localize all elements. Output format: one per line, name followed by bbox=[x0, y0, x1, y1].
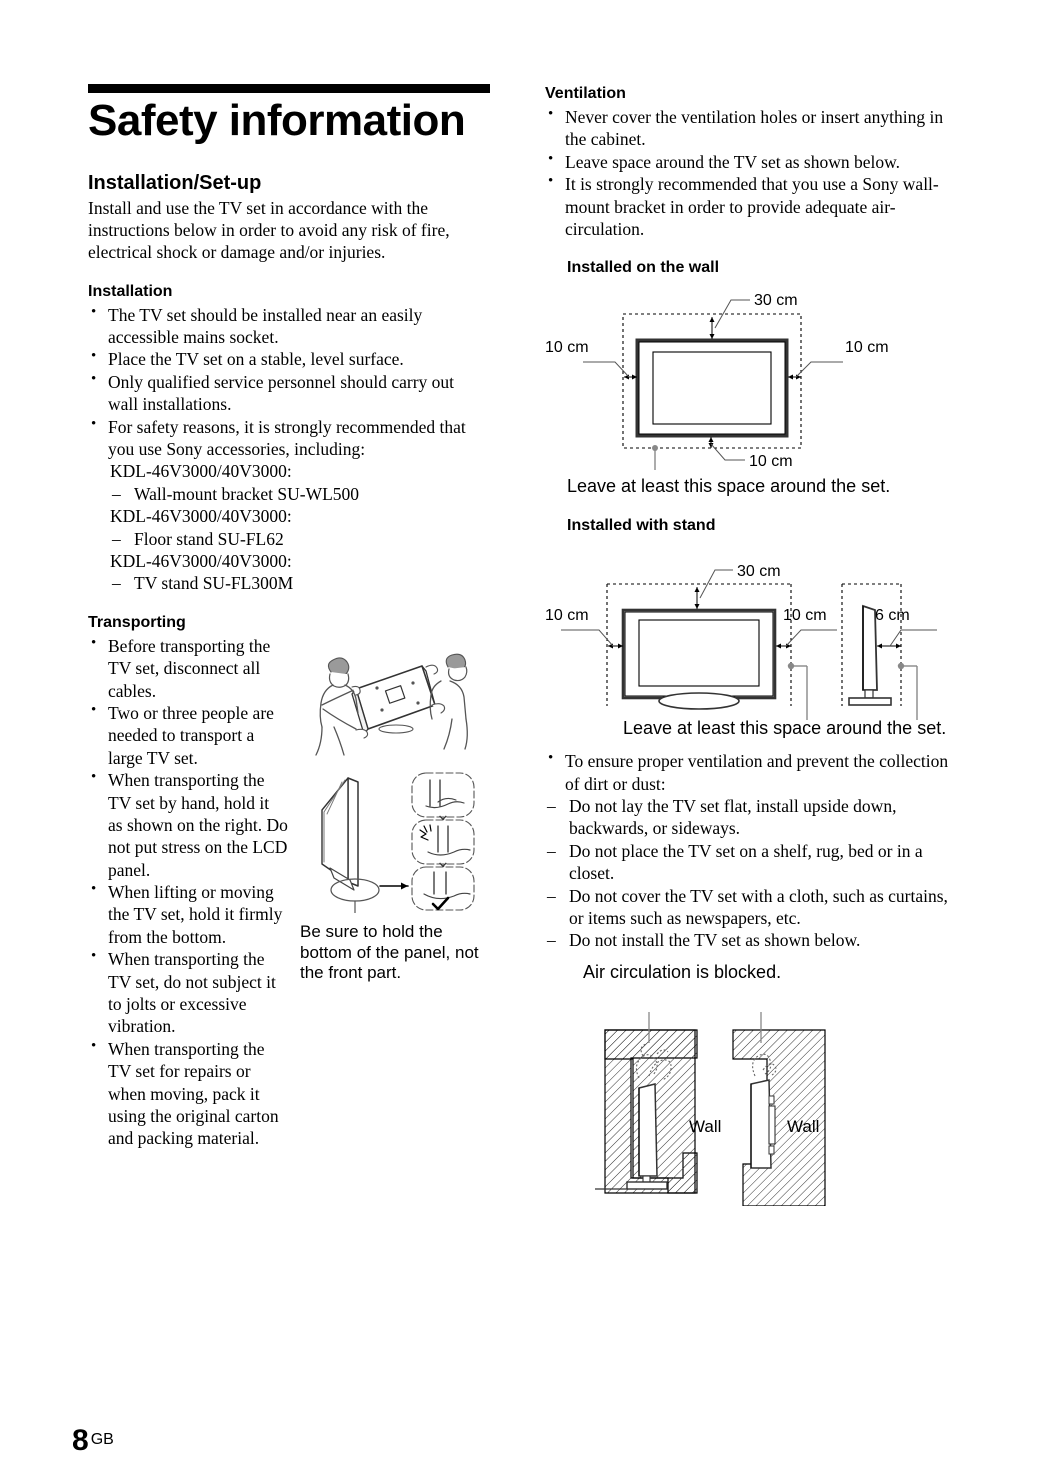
accessory-list bbox=[110, 460, 488, 594]
list-item: • Place the TV set on a stable, level surface. bbox=[88, 348, 488, 370]
wall-label-right: Wall bbox=[787, 1116, 820, 1136]
dimension-bottom: 10 cm bbox=[749, 453, 793, 471]
dimension-right: 10 cm bbox=[783, 607, 827, 625]
list-item: – Floor stand SU-FL62 bbox=[110, 528, 488, 550]
accessory-model: KDL-46V3000/40V3000: bbox=[110, 461, 292, 482]
transporting-bullet-list bbox=[88, 635, 288, 1150]
accessory-items bbox=[110, 483, 488, 505]
list-item: • The TV set should be installed near an easily accessible mains socket. bbox=[88, 304, 488, 349]
page-title: Safety information bbox=[88, 96, 466, 145]
transporting-figure bbox=[300, 647, 490, 984]
proper-ventilation-sublist bbox=[545, 795, 957, 952]
two-people-carrying-tv-illustration bbox=[300, 647, 490, 757]
list-item: • When lifting or moving the TV set, hold it firmly from the bottom. bbox=[88, 881, 288, 948]
stand-diagram-caption: Leave at least this space around the set. bbox=[623, 718, 947, 739]
heading-transporting: Transporting bbox=[88, 613, 186, 631]
accessory-items bbox=[110, 528, 488, 550]
ventilation-bullet-list bbox=[545, 106, 957, 240]
accessory-model: KDL-46V3000/40V3000: bbox=[110, 550, 292, 571]
right-column bbox=[545, 84, 957, 1206]
dimension-top: 30 cm bbox=[737, 563, 781, 581]
list-item: – Do not place the TV set on a shelf, rug, bed or in a closet. bbox=[545, 840, 957, 885]
list-item: – Wall-mount bracket SU-WL500 bbox=[110, 483, 488, 505]
dimension-left: 10 cm bbox=[545, 607, 589, 625]
proper-ventilation-list bbox=[545, 750, 957, 795]
heading-installed-with-stand: Installed with stand bbox=[567, 517, 716, 535]
transporting-block bbox=[88, 635, 488, 1150]
page-number: 8 bbox=[72, 1424, 89, 1457]
list-item: – Do not install the TV set as shown below. bbox=[545, 929, 957, 951]
list-item: – Do not lay the TV set flat, install upside down, backwards, or sideways. bbox=[545, 795, 957, 840]
region-code: GB bbox=[90, 1430, 114, 1448]
wall-mount-clearance-diagram bbox=[545, 284, 957, 498]
list-item: • To ensure proper ventilation and prevent the collection of dirt or dust: bbox=[545, 750, 957, 795]
list-item: • Leave space around the TV set as shown below. bbox=[545, 151, 957, 173]
blocked-air-circulation-figure bbox=[583, 962, 957, 1206]
title-rule bbox=[88, 84, 490, 93]
hold-bottom-detail-illustration bbox=[300, 768, 490, 913]
dimension-right: 10 cm bbox=[845, 339, 889, 357]
heading-installed-on-wall: Installed on the wall bbox=[567, 259, 720, 277]
list-item: – TV stand SU-FL300M bbox=[110, 572, 488, 594]
transporting-text bbox=[88, 635, 288, 1150]
stand-clearance-diagram bbox=[545, 540, 957, 740]
heading-ventilation: Ventilation bbox=[545, 85, 626, 102]
heading-installation-setup: Installation/Set-up bbox=[88, 171, 262, 194]
accessory-model: KDL-46V3000/40V3000: bbox=[110, 506, 292, 527]
installation-bullet-list bbox=[88, 304, 488, 461]
list-item: • Two or three people are needed to transport a large TV set. bbox=[88, 702, 288, 769]
left-column bbox=[88, 84, 488, 1150]
heading-installation: Installation bbox=[88, 282, 173, 300]
page-footer bbox=[72, 1424, 114, 1458]
dimension-left: 10 cm bbox=[545, 339, 589, 357]
wall-diagram-caption: Leave at least this space around the set. bbox=[567, 476, 891, 497]
dimension-top: 30 cm bbox=[754, 292, 798, 310]
installation-setup-intro: Install and use the TV set in accordance with the instructions below in order to avoid any risk of fire, electrical shock or damage and/or injuries. bbox=[88, 197, 450, 263]
dimension-side: 6 cm bbox=[875, 607, 910, 625]
list-item: • Only qualified service personnel should carry out wall installations. bbox=[88, 371, 488, 416]
blocked-figure-caption: Air circulation is blocked. bbox=[583, 961, 782, 982]
list-item: • Never cover the ventilation holes or insert anything in the cabinet. bbox=[545, 106, 957, 151]
list-item: – Do not cover the TV set with a cloth, such as curtains, or items such as newspapers, etc. bbox=[545, 885, 957, 930]
list-item: • When transporting the TV set for repairs or when moving, pack it using the original carton and packing material. bbox=[88, 1038, 288, 1150]
wall-label-left: Wall bbox=[689, 1116, 722, 1136]
blocked-diagrams bbox=[583, 988, 843, 1206]
list-item: • It is strongly recommended that you use a Sony wall-mount bracket in order to provide adequate air-circulation. bbox=[545, 173, 957, 240]
list-item: • Before transporting the TV set, disconnect all cables. bbox=[88, 635, 288, 702]
list-item: • When transporting the TV set, do not subject it to jolts or excessive vibration. bbox=[88, 948, 288, 1038]
transport-figure-caption: Be sure to hold the bottom of the panel, not the front part. bbox=[300, 921, 479, 983]
accessory-items bbox=[110, 572, 488, 594]
list-item: • When transporting the TV set by hand, hold it as shown on the right. Do not put stress on the LCD panel. bbox=[88, 769, 288, 881]
list-item: • For safety reasons, it is strongly recommended that you use Sony accessories, including: bbox=[88, 416, 488, 461]
